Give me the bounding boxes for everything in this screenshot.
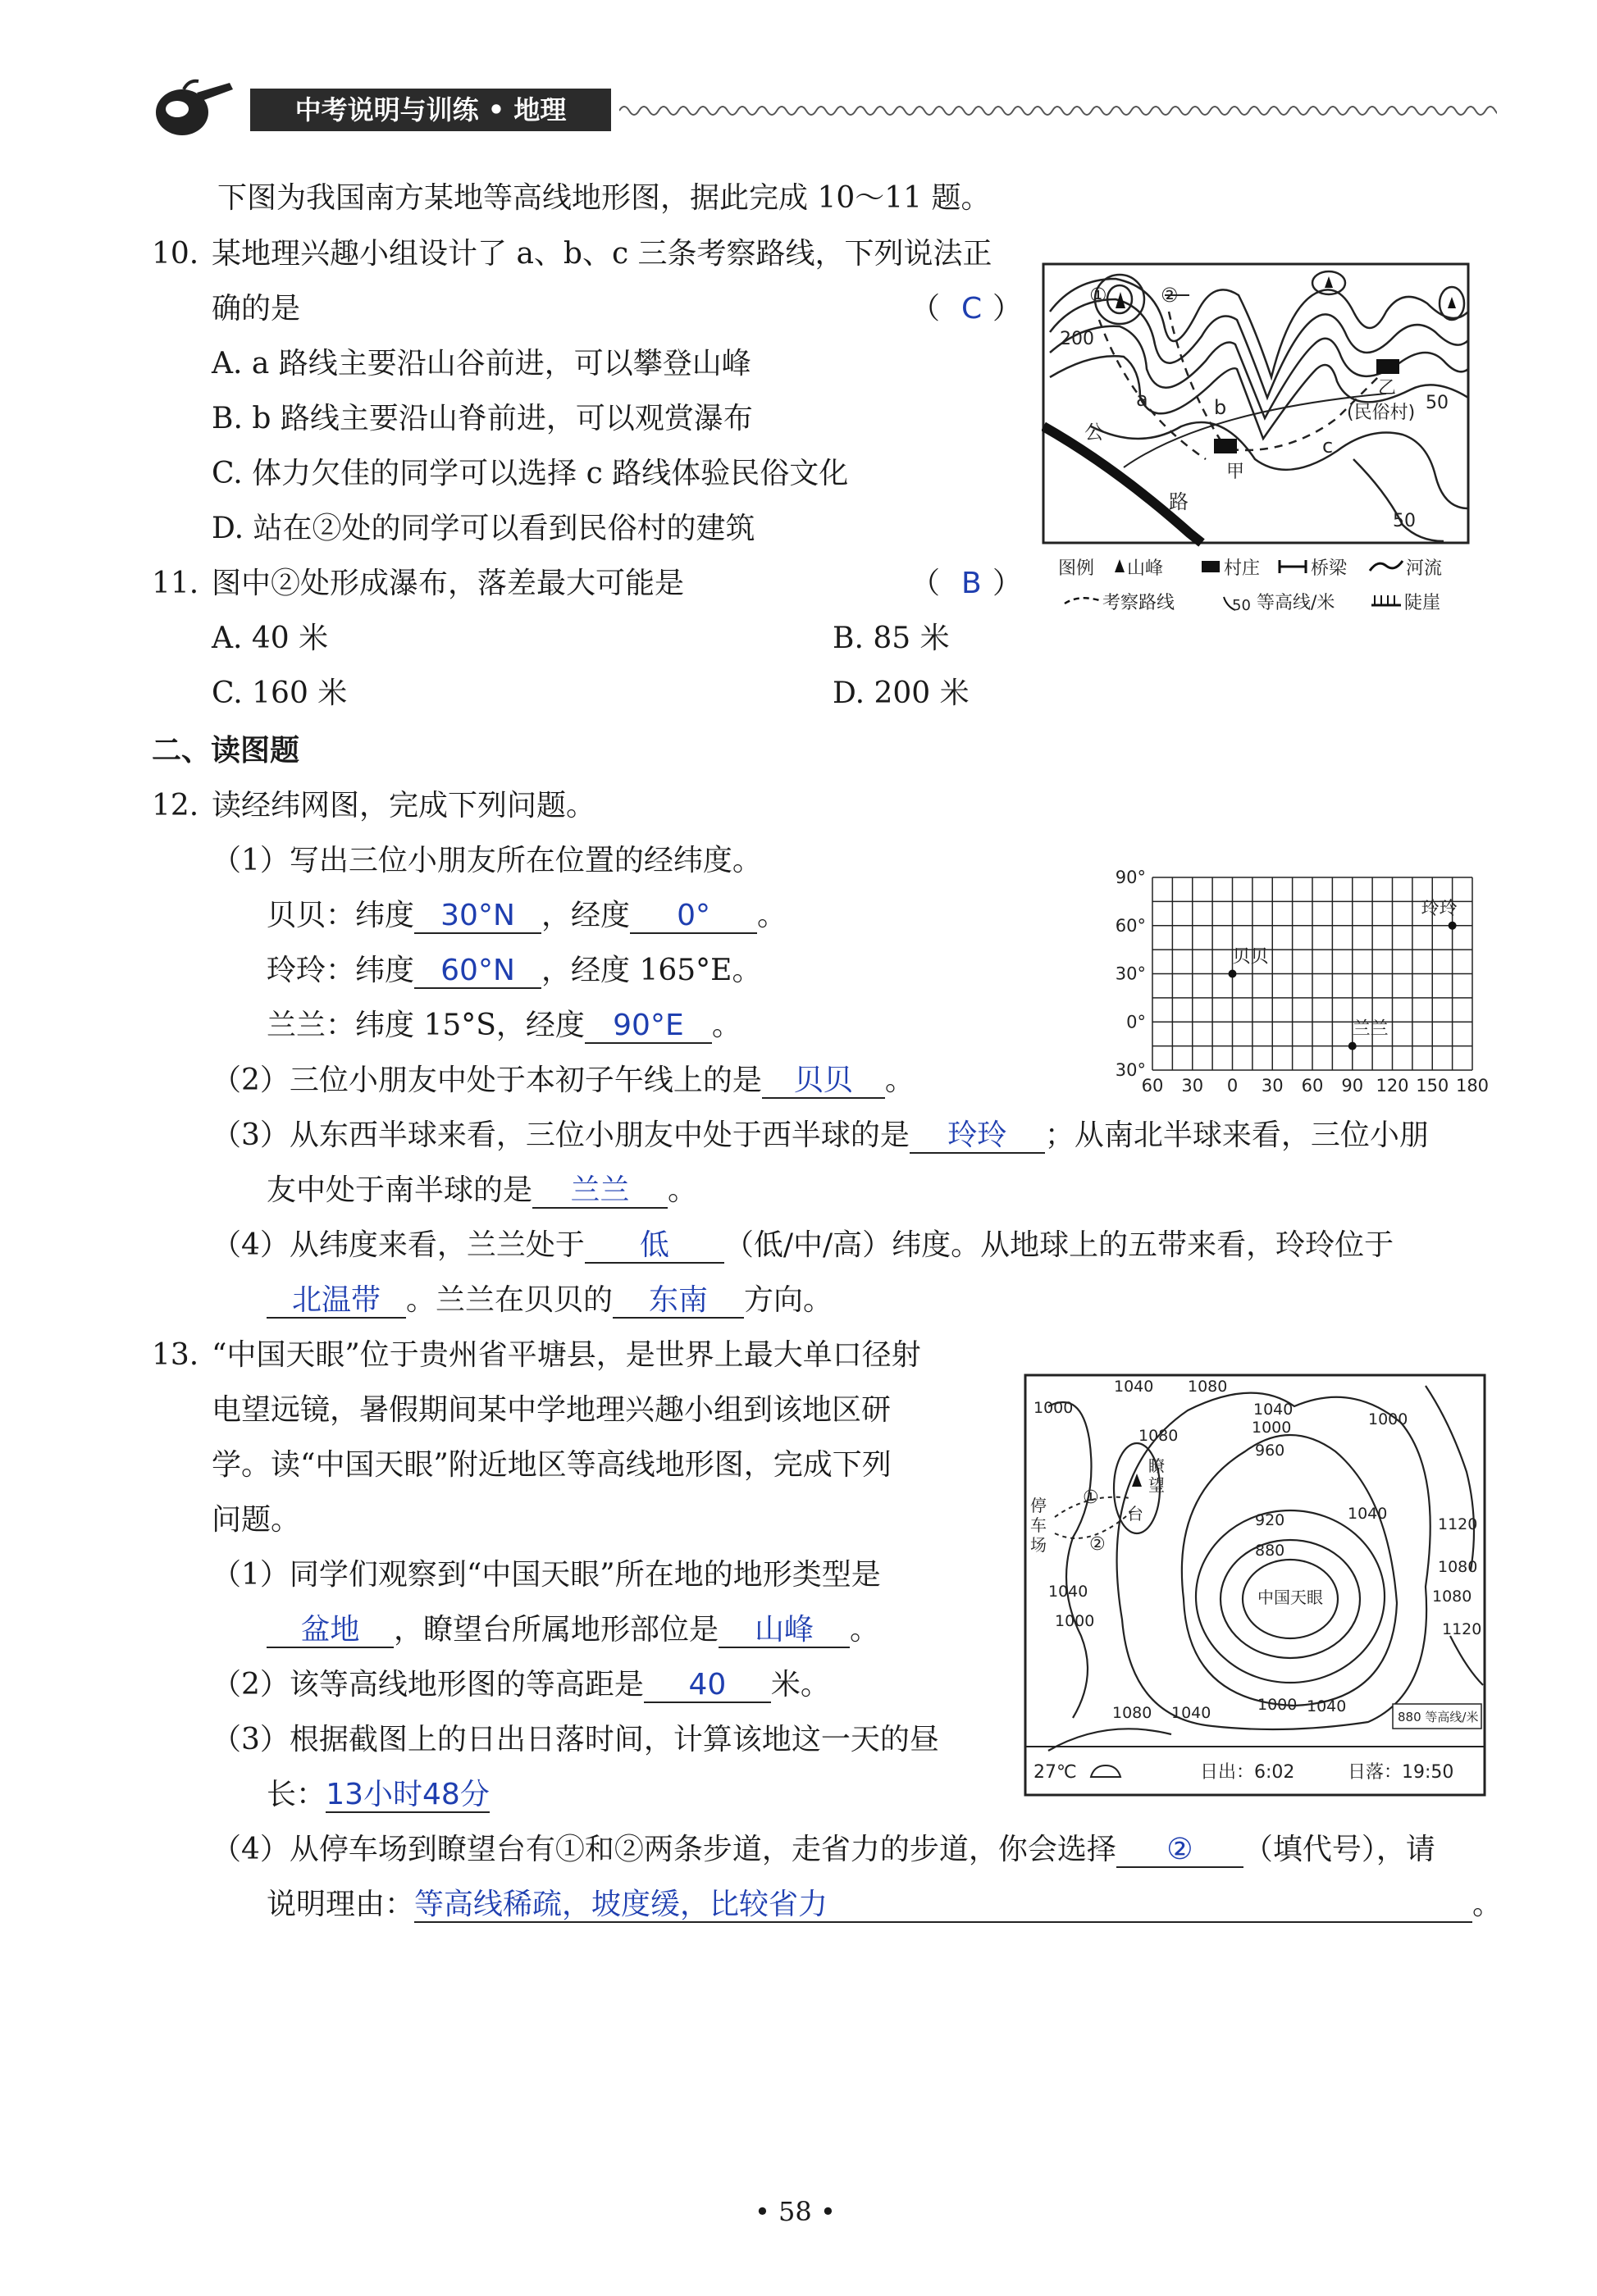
map2-label-1080b: 1080 [1138,1427,1179,1445]
map2-sunset: 日落：19:50 [1348,1762,1454,1783]
map1-label-50a: 50 [1426,393,1449,413]
map1-label-b: b [1214,396,1227,419]
map2-temp: 27℃ [1033,1762,1077,1783]
q12-part4-answer2: 北温带 [267,1284,406,1319]
q13-part3-answer: 13小时48分 [326,1778,490,1811]
q11-answer: B [961,567,982,600]
q13-part3-line2-prefix: 长： [267,1778,326,1811]
grid-point-label: 玲玲 [1421,898,1458,919]
q13-part4-line2-prefix: 说明理由： [267,1888,415,1921]
q12-beibei-line [267,898,787,934]
map2-label-880: 880 [1255,1542,1285,1560]
q12-number: 12. [152,789,199,822]
q12-part3-line2 [267,1173,697,1209]
q12-lingling-prefix: 玲玲：纬度 [267,954,415,987]
grid-x-label: 30 [1181,1076,1204,1096]
q12-part4-mid: （低/中/高）纬度。从地球上的五带来看，玲玲位于 [723,1228,1394,1262]
q12-beibei-lon: 0° [630,900,757,934]
map1-legend-river: 河流 [1406,558,1443,579]
q12-lingling-mid: ，经度 165°E。 [541,954,762,987]
map2-label-1120a: 1120 [1438,1515,1478,1533]
map1-label-yi: 乙 [1378,378,1397,399]
q13-stem-line1: “中国天眼”位于贵州省平塘县，是世界上最大单口径射 [212,1338,921,1372]
map2-label-1080e: 1080 [1112,1704,1152,1722]
q13-part1-line1: （1）同学们观察到“中国天眼”所在地的地形类型是 [212,1558,881,1592]
q11-paren-open: （ [910,567,941,600]
q13-stem-line3: 学。读“中国天眼”附近地区等高线地形图，完成下列 [212,1448,892,1482]
map2-label-1080a: 1080 [1188,1378,1228,1396]
map2-label-parking3: 场 [1030,1535,1047,1555]
map2-label-1040a: 1040 [1114,1378,1154,1396]
q13-stem-line2: 电望远镜，暑假期间某中学地理兴趣小组到该地区研 [212,1393,892,1427]
map2-label-1000c: 1000 [1252,1419,1292,1437]
q12-part4-line1 [212,1228,1394,1264]
q12-part2-prefix: （2）三位小朋友中处于本初子午线上的是 [212,1064,762,1097]
q12-part3-mid: ；从南北半球来看，三位小朋 [1044,1118,1429,1152]
map2-label-1040e: 1040 [1171,1704,1211,1722]
q10-stem-line1: 某地理兴趣小组设计了 a、b、c 三条考察路线，下列说法正 [212,237,992,271]
q11-option-a: A. 40 米 [212,622,329,655]
grid-y-label: 90° [1115,868,1146,887]
grid-y-label: 30° [1115,1060,1146,1080]
map2-label-1040c: 1040 [1348,1505,1388,1523]
map2-label-920: 920 [1255,1511,1285,1529]
map2-label-tower1: 瞭 [1148,1456,1165,1476]
map2-label-1120b: 1120 [1442,1620,1482,1638]
q13-part4-line1 [212,1832,1435,1868]
grid-x-label: 30 [1261,1076,1284,1096]
q12-part4-line2 [267,1282,833,1319]
q13-part1-answer2: 山峰 [719,1614,850,1648]
q12-part3-prefix: （3）从东西半球来看，三位小朋友中处于西半球的是 [212,1118,910,1152]
grid-y-label: 0° [1126,1012,1146,1032]
q12-beibei-end: 。 [757,899,787,932]
map1-label-p1: ① [1089,284,1107,307]
q12-part3-line1 [212,1118,1429,1154]
q12-part1: （1）写出三位小朋友所在位置的经纬度。 [212,844,762,877]
q12-part3-line2-prefix: 友中处于南半球的是 [267,1173,533,1207]
map2-label-1040f: 1040 [1307,1697,1347,1715]
q11-option-c: C. 160 米 [212,676,348,710]
q13-part4-prefix: （4）从停车场到瞭望台有①和②两条步道，走省力的步道，你会选择 [212,1833,1116,1866]
grid-x-label: 0 [1226,1076,1239,1096]
q12-part4-end: 方向。 [744,1283,833,1317]
map1-legend-village: 村庄 [1224,558,1261,579]
contour-map-1 [1042,262,1472,623]
map2-label-route2: ② [1089,1534,1106,1555]
q13-number: 13. [152,1338,199,1372]
q13-part4-mid: （填代号），请 [1243,1833,1435,1866]
map2-sunrise: 日出：6:02 [1200,1762,1295,1783]
grid-point [1449,922,1457,930]
q13-part3-line2 [267,1777,490,1813]
q13-part4-end: 。 [1472,1888,1503,1921]
grid-point-label: 贝贝 [1232,946,1269,968]
q12-part4-answer3: 东南 [613,1284,744,1319]
grid-x-label: 180 [1455,1076,1489,1096]
map2-label-1040b: 1040 [1253,1401,1294,1419]
q10-option-d: D. 站在②处的同学可以看到民俗村的建筑 [212,512,755,545]
map1-label-lu: 路 [1169,490,1189,513]
map1-label-village: (民俗村) [1347,403,1416,423]
map1-label-a: a [1136,388,1148,411]
map1-label-gong: 公 [1084,421,1104,444]
grid-x-label: 60 [1301,1076,1324,1096]
q12-part3-end: 。 [668,1173,698,1207]
q13-part1-line2 [267,1612,879,1648]
q12-part2-answer: 贝贝 [762,1064,885,1099]
grid-x-label: 120 [1376,1076,1409,1096]
graticule-figure [1103,861,1489,1099]
section-2-title: 二、读图题 [152,734,300,768]
map1-legend-contour: 等高线/米 [1257,593,1335,613]
map1-legend-bridge: 桥梁 [1311,558,1348,579]
q12-part2-end: 。 [884,1064,915,1097]
q12-part3-answer2: 兰兰 [532,1174,668,1209]
q13-part2-answer: 40 [644,1669,771,1703]
q13-stem-line4: 问题。 [212,1503,301,1537]
q12-lanlan-prefix: 兰兰：纬度 15°S，经度 [267,1009,585,1042]
grid-y-label: 60° [1115,915,1146,936]
grid-point-label: 兰兰 [1352,1018,1389,1040]
q13-part1-mid: ，瞭望台所属地形部位是 [394,1613,719,1647]
q10-option-c: C. 体力欠佳的同学可以选择 c 路线体验民俗文化 [212,457,849,490]
q12-lanlan-line [267,1008,741,1044]
map2-label-1000a: 1000 [1033,1399,1074,1417]
map1-label-200: 200 [1060,329,1094,349]
map2-label-parking2: 车 [1030,1515,1047,1535]
q12-lanlan-end: 。 [711,1009,741,1042]
q12-lingling-line [267,953,761,989]
q13-part4-answer2: 等高线稀疏，坡度缓，比较省力 [414,1888,1472,1923]
map1-legend-peak: 山峰 [1127,558,1164,579]
q13-part1-end: 。 [850,1613,880,1647]
map1-legend-contour-num: 50 [1232,597,1251,614]
grid-x-label: 60 [1141,1076,1164,1096]
q10-number: 10. [152,237,199,271]
map2-label-tianyan: 中国天眼 [1257,1588,1323,1607]
map2-label-route1: ① [1083,1487,1099,1508]
q13-part1-answer1: 盆地 [267,1614,394,1648]
grid-x-label: 90 [1341,1076,1364,1096]
map2-label-960: 960 [1255,1442,1285,1460]
q12-beibei-lat: 30°N [414,900,541,934]
q12-beibei-mid: ，经度 [541,899,631,932]
q12-part2-line [212,1063,915,1099]
q12-part4-prefix: （4）从纬度来看，兰兰处于 [212,1228,585,1262]
map1-label-50b: 50 [1393,511,1416,531]
q12-part4-answer1: 低 [585,1229,724,1264]
q12-lingling-lat: 60°N [414,954,541,989]
q11-number: 11. [152,567,199,600]
q11-paren-close: ） [992,567,1023,600]
map2-label-1000d: 1000 [1055,1612,1095,1630]
q10-stem-line2: 确的是 [212,292,301,326]
q11-option-b: B. 85 米 [833,622,950,655]
header-decoration [619,98,1497,123]
map1-legend-title: 图例 [1058,558,1095,579]
q12-stem: 读经纬网图，完成下列问题。 [212,789,596,822]
q13-part2-line [212,1667,830,1703]
q11-option-d: D. 200 米 [833,676,970,710]
grid-x-label: 150 [1416,1076,1449,1096]
map1-legend-cliff: 陡崖 [1404,593,1441,613]
q13-part2-end: 米。 [770,1668,830,1702]
map1-label-c: c [1322,435,1334,458]
map2-label-tower3: 台 [1127,1504,1143,1524]
q10-answer: C [961,292,983,326]
map2-label-parking1: 停 [1030,1496,1047,1515]
q10-option-b: B. b 路线主要沿山脊前进，可以观赏瀑布 [212,402,753,435]
q11-stem: 图中②处形成瀑布，落差最大可能是 [212,567,685,600]
map2-label-1080d: 1080 [1432,1588,1472,1606]
grid-point [1229,970,1237,978]
map2-label-1040d: 1040 [1048,1583,1088,1601]
q10-paren-open: （ [910,292,941,326]
q13-part3-line1: （3）根据截图上的日出日落时间，计算该地这一天的昼 [212,1723,939,1756]
intro-text: 下图为我国南方某地等高线地形图，据此完成 10～11 题。 [217,181,991,215]
q10-paren-close: ） [992,292,1023,326]
q12-lanlan-lon: 90°E [585,1009,712,1044]
q10-option-a: A. a 路线主要沿山谷前进，可以攀登山峰 [212,347,751,380]
map2-legend: 880 等高线/米 [1398,1710,1479,1724]
map2-label-1080c: 1080 [1438,1558,1478,1576]
header-title: 中考说明与训练 • 地理 [250,89,611,131]
map1-label-p2: ② [1161,284,1179,307]
q12-part4-mid2: 。兰兰在贝贝的 [406,1283,614,1317]
map1-label-jia: 甲 [1226,462,1245,482]
map2-label-tower2: 望 [1148,1475,1165,1495]
map1-legend-route: 考察路线 [1102,593,1175,613]
q12-part3-answer1: 玲玲 [910,1119,1045,1154]
page-number: • 58 • [755,2196,836,2227]
q13-part4-line2 [267,1887,1502,1923]
q12-beibei-prefix: 贝贝：纬度 [267,899,415,932]
grid-y-label: 30° [1115,963,1146,984]
q13-part4-answer1: ② [1116,1834,1243,1868]
grid-point [1348,1042,1357,1050]
map2-label-1000e: 1000 [1257,1696,1298,1714]
q13-part2-prefix: （2）该等高线地形图的等高距是 [212,1668,644,1702]
map2-label-1000b: 1000 [1368,1410,1408,1428]
apple-logo-icon [148,78,238,139]
tianyan-contour-map [1024,1374,1487,1800]
